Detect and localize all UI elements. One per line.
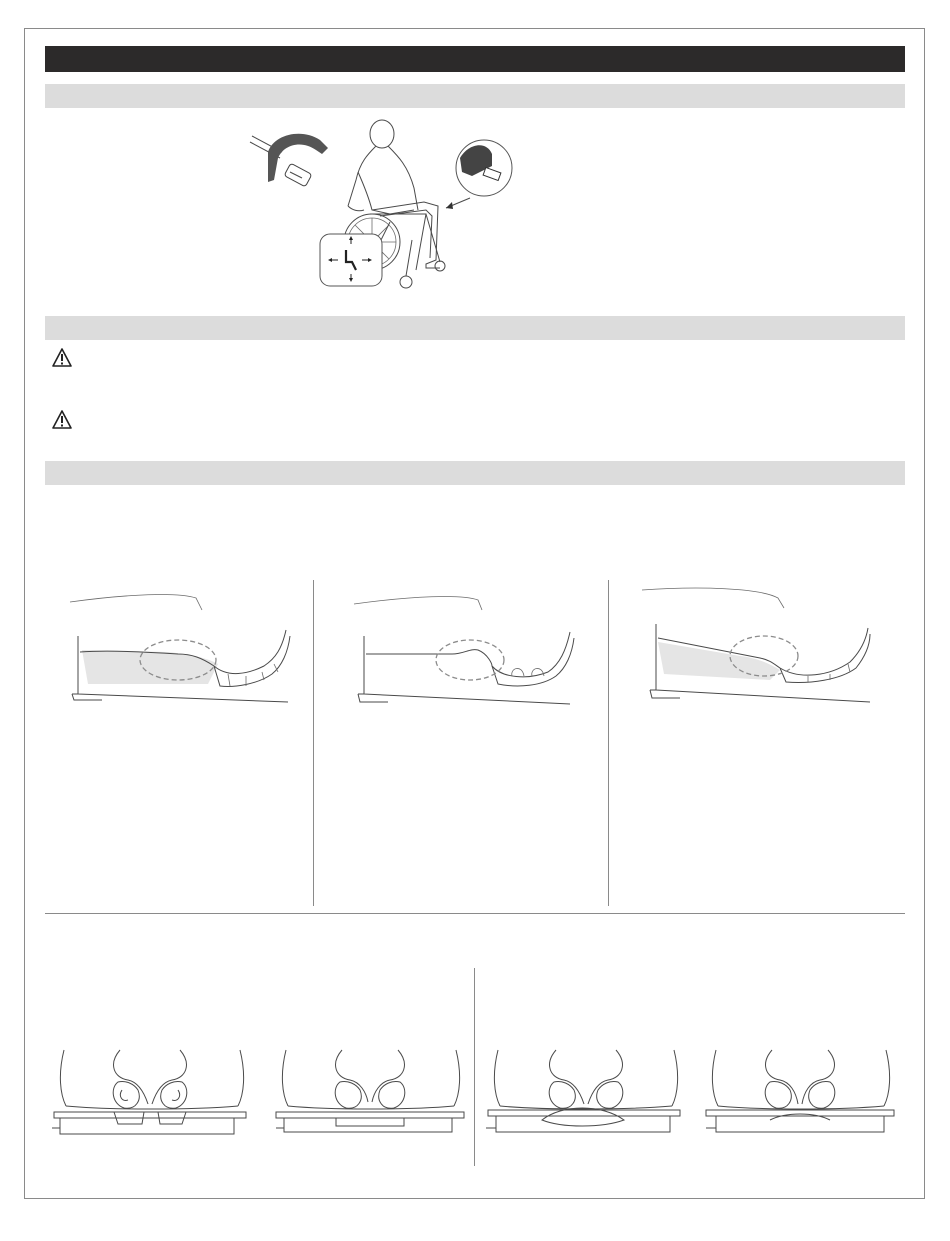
warning-triangle-icon	[52, 410, 72, 429]
section-divider	[45, 913, 905, 914]
title-bar	[45, 46, 905, 72]
pelvis-view-3	[482, 1044, 686, 1136]
valve-rotate-icon	[250, 134, 328, 187]
section-header-setup	[45, 84, 905, 108]
section-header-warnings	[45, 316, 905, 340]
four-way-arrows-icon	[320, 234, 382, 286]
inflation-profile-2	[352, 588, 582, 708]
inflation-profile-3	[640, 584, 872, 708]
warning-triangle-icon	[52, 348, 72, 367]
section-header-adjustment	[45, 461, 905, 485]
pelvis-view-2	[270, 1044, 470, 1136]
column-divider	[474, 968, 475, 1166]
valve-zoom-icon	[446, 140, 512, 209]
pelvis-view-4	[700, 1044, 900, 1136]
column-divider	[608, 580, 609, 906]
inflation-profile-1	[68, 588, 298, 708]
setup-illustration	[240, 110, 520, 295]
dashed-highlight	[436, 640, 504, 680]
pelvis-view-1	[48, 1044, 252, 1136]
column-divider	[313, 580, 314, 906]
